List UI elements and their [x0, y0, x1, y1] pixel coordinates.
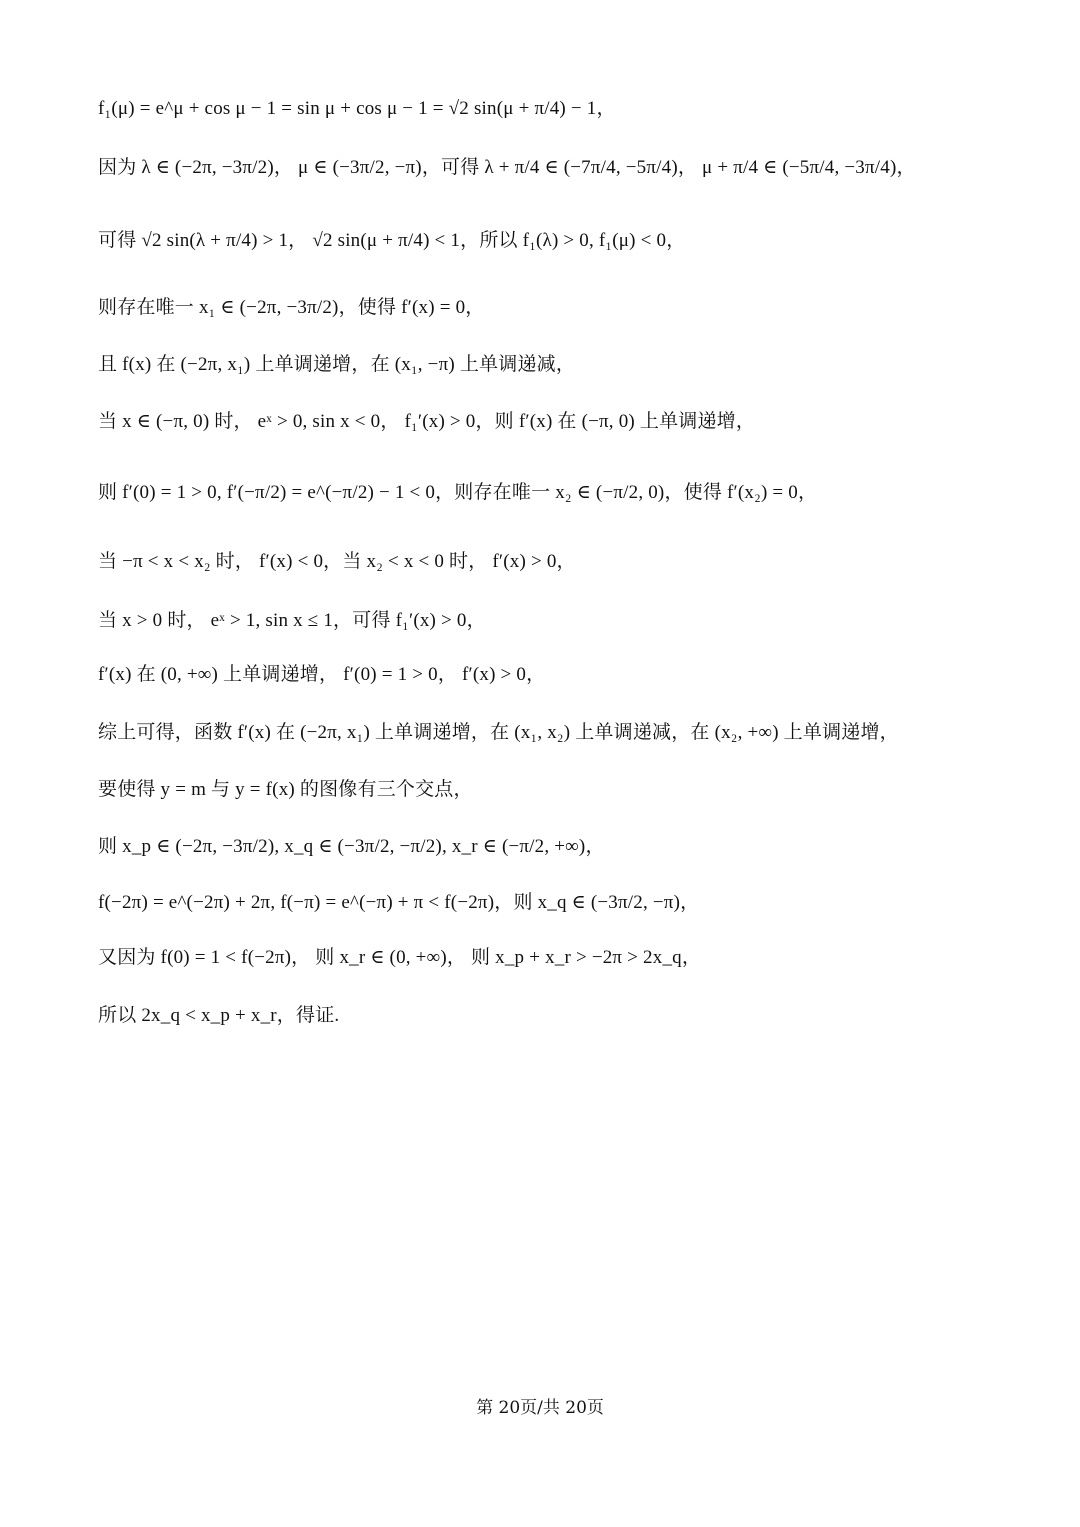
- page-footer: 第 20页/共 20页: [476, 1398, 604, 1418]
- line-15: 又因为 f(0) = 1 < f(−2π)， 则 x_r ∈ (0, +∞)， 则 x_p + x_r > −2π > 2x_q，: [98, 947, 702, 968]
- line-12: 要使得 y = m 与 y = f(x) 的图像有三个交点，: [98, 779, 473, 800]
- line-3: 可得 √2 sin(λ + π/4) > 1， √2 sin(μ + π/4) < 1，所以 f₁(λ) > 0, f₁(μ) < 0，: [98, 230, 686, 251]
- line-14: f(−2π) = e^(−2π) + 2π, f(−π) = e^(−π) + π < f(−2π)，则 x_q ∈ (−3π/2, −π)，: [98, 892, 700, 913]
- line-5: 且 f(x) 在 (−2π, x₁) 上单调递增，在 (x₁, −π) 上单调递减，: [98, 354, 576, 375]
- line-1: f₁(μ) = e^μ + cos μ − 1 = sin μ + cos μ − 1 = √2 sin(μ + π/4) − 1，: [98, 98, 616, 119]
- line-8: 当 −π < x < x₂ 时， f′(x) < 0，当 x₂ < x < 0 时， f′(x) > 0，: [98, 551, 576, 572]
- line-16: 所以 2x_q < x_p + x_r，得证.: [98, 1005, 340, 1026]
- line-6: 当 x ∈ (−π, 0) 时， eˣ > 0, sin x < 0， f₁′(x) > 0，则 f′(x) 在 (−π, 0) 上单调递增，: [98, 411, 756, 432]
- line-11: 综上可得，函数 f′(x) 在 (−2π, x₁) 上单调递增，在 (x₁, x₂) 上单调递减，在 (x₂, +∞) 上单调递增，: [98, 722, 899, 743]
- line-4: 则存在唯一 x₁ ∈ (−2π, −3π/2)，使得 f′(x) = 0，: [98, 297, 485, 318]
- line-13: 则 x_p ∈ (−2π, −3π/2), x_q ∈ (−3π/2, −π/2), x_r ∈ (−π/2, +∞)，: [98, 836, 605, 857]
- line-2: 因为 λ ∈ (−2π, −3π/2)， μ ∈ (−3π/2, −π)，可得 λ + π/4 ∈ (−7π/4, −5π/4)， μ + π/4 ∈ (−5π/4, −3π/4)，: [98, 157, 916, 178]
- line-7: 则 f′(0) = 1 > 0, f′(−π/2) = e^(−π/2) − 1 < 0，则存在唯一 x₂ ∈ (−π/2, 0)，使得 f′(x₂) = 0，: [98, 482, 818, 503]
- line-10: f′(x) 在 (0, +∞) 上单调递增， f′(0) = 1 > 0， f′(x) > 0，: [98, 664, 546, 685]
- line-9: 当 x > 0 时， eˣ > 1, sin x ≤ 1，可得 f₁′(x) > 0，: [98, 610, 486, 631]
